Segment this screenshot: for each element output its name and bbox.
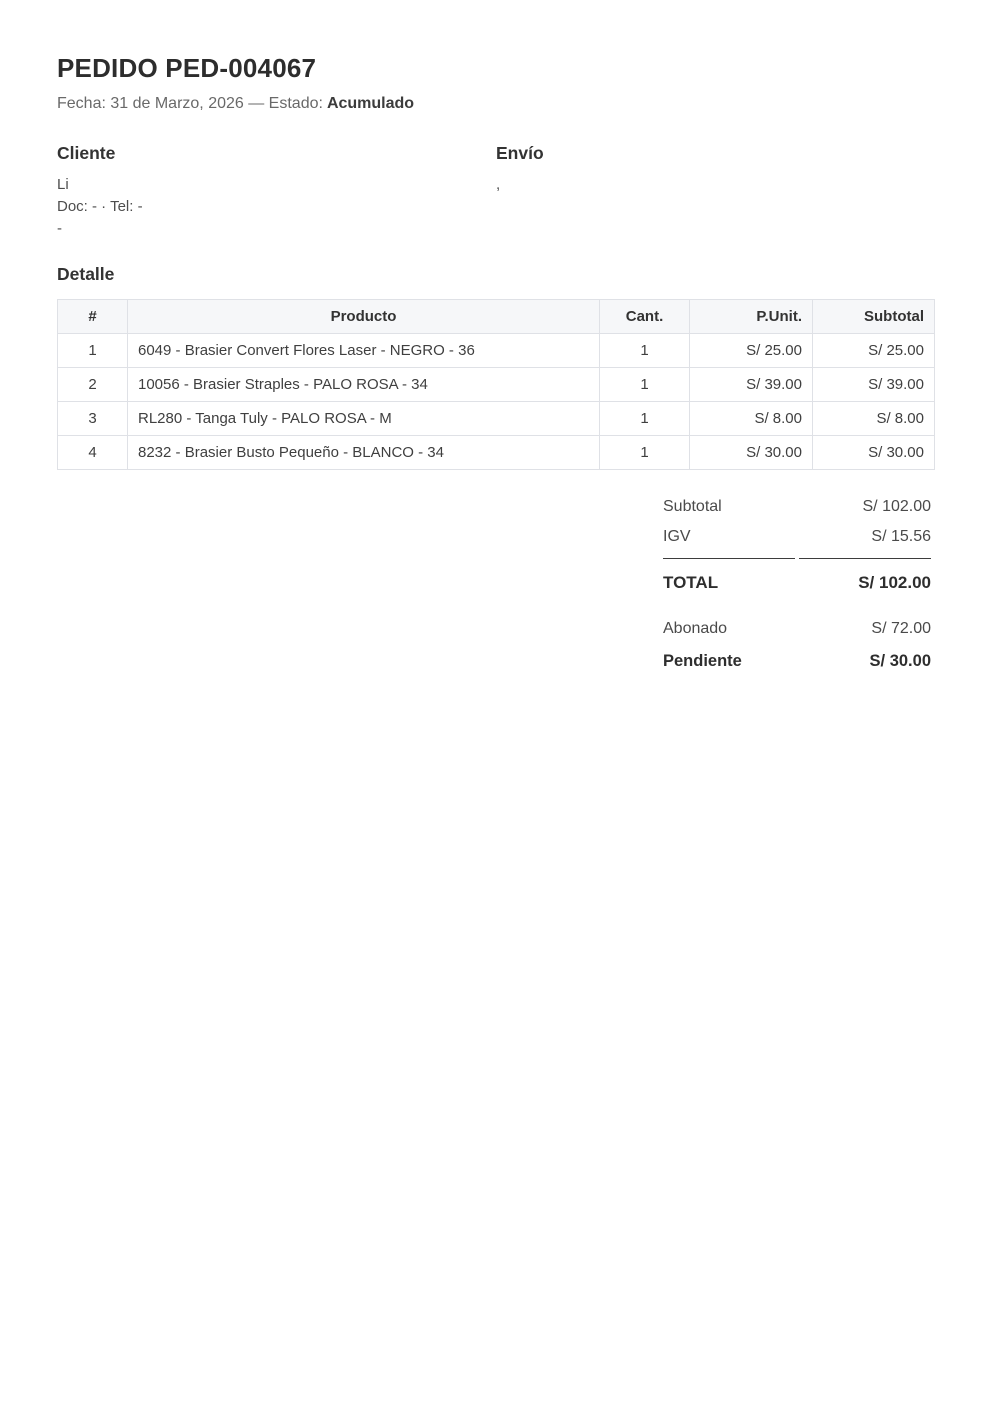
pendiente-row <box>663 644 931 676</box>
pendiente-value: S/ 30.00 <box>869 651 931 670</box>
row-producto: 8232 - Brasier Busto Pequeño - BLANCO - 34 <box>128 435 600 469</box>
order-document <box>0 0 993 676</box>
client-name: Li <box>57 175 69 193</box>
igv-value: S/ 15.56 <box>799 522 931 559</box>
detail-section <box>57 264 935 470</box>
row-punit: S/ 39.00 <box>690 367 813 401</box>
table-row <box>58 367 935 401</box>
client-address: - <box>57 219 62 237</box>
detail-heading: Detalle <box>57 263 115 284</box>
subtotal-label: Subtotal <box>663 497 722 515</box>
order-status-value: Acumulado <box>326 94 415 112</box>
pendiente-label: Pendiente <box>663 651 742 670</box>
detail-header-row <box>58 299 935 333</box>
igv-row <box>663 522 931 559</box>
column-header-punit: P.Unit. <box>690 299 813 333</box>
abonado-row <box>663 614 931 644</box>
subtotal-value: S/ 102.00 <box>862 497 931 515</box>
client-block <box>57 143 496 240</box>
totals-table <box>659 492 935 676</box>
row-producto: 10056 - Brasier Straples - PALO ROSA - 34 <box>128 367 600 401</box>
order-date-status-label: Fecha: 31 de Marzo, 2026 — Estado: <box>57 94 323 112</box>
client-shipping-section <box>57 143 935 240</box>
row-num: 1 <box>58 333 128 367</box>
column-header-producto: Producto <box>128 299 600 333</box>
table-row <box>58 435 935 469</box>
column-header-subtotal: Subtotal <box>813 299 935 333</box>
row-subtotal: S/ 39.00 <box>813 367 935 401</box>
column-header-num: # <box>58 299 128 333</box>
total-row <box>663 559 931 598</box>
row-num: 3 <box>58 401 128 435</box>
table-row <box>58 401 935 435</box>
row-subtotal: S/ 30.00 <box>813 435 935 469</box>
table-row <box>58 333 935 367</box>
row-punit: S/ 8.00 <box>690 401 813 435</box>
total-value: S/ 102.00 <box>858 572 931 592</box>
shipping-address: , <box>496 175 501 193</box>
row-num: 2 <box>58 367 128 401</box>
row-subtotal: S/ 8.00 <box>813 401 935 435</box>
subtotal-row <box>663 492 931 522</box>
abonado-value: S/ 72.00 <box>871 619 931 637</box>
shipping-heading: Envío <box>496 142 544 163</box>
page-title: PEDIDO PED-004067 <box>57 53 317 83</box>
shipping-block <box>496 143 935 240</box>
row-producto: 6049 - Brasier Convert Flores Laser - NEGRO - 36 <box>128 333 600 367</box>
row-producto: RL280 - Tanga Tuly - PALO ROSA - M <box>128 401 600 435</box>
row-cant: 1 <box>600 367 690 401</box>
row-cant: 1 <box>600 333 690 367</box>
total-label: TOTAL <box>663 572 719 592</box>
row-num: 4 <box>58 435 128 469</box>
row-punit: S/ 30.00 <box>690 435 813 469</box>
client-heading: Cliente <box>57 142 116 163</box>
row-cant: 1 <box>600 401 690 435</box>
totals-spacer <box>663 598 931 614</box>
row-cant: 1 <box>600 435 690 469</box>
order-meta <box>57 93 935 115</box>
row-subtotal: S/ 25.00 <box>813 333 935 367</box>
column-header-cant: Cant. <box>600 299 690 333</box>
client-doc-tel: Doc: - · Tel: - <box>57 197 143 215</box>
abonado-label: Abonado <box>663 619 728 637</box>
detail-table <box>57 299 935 470</box>
row-punit: S/ 25.00 <box>690 333 813 367</box>
igv-label: IGV <box>663 522 795 559</box>
